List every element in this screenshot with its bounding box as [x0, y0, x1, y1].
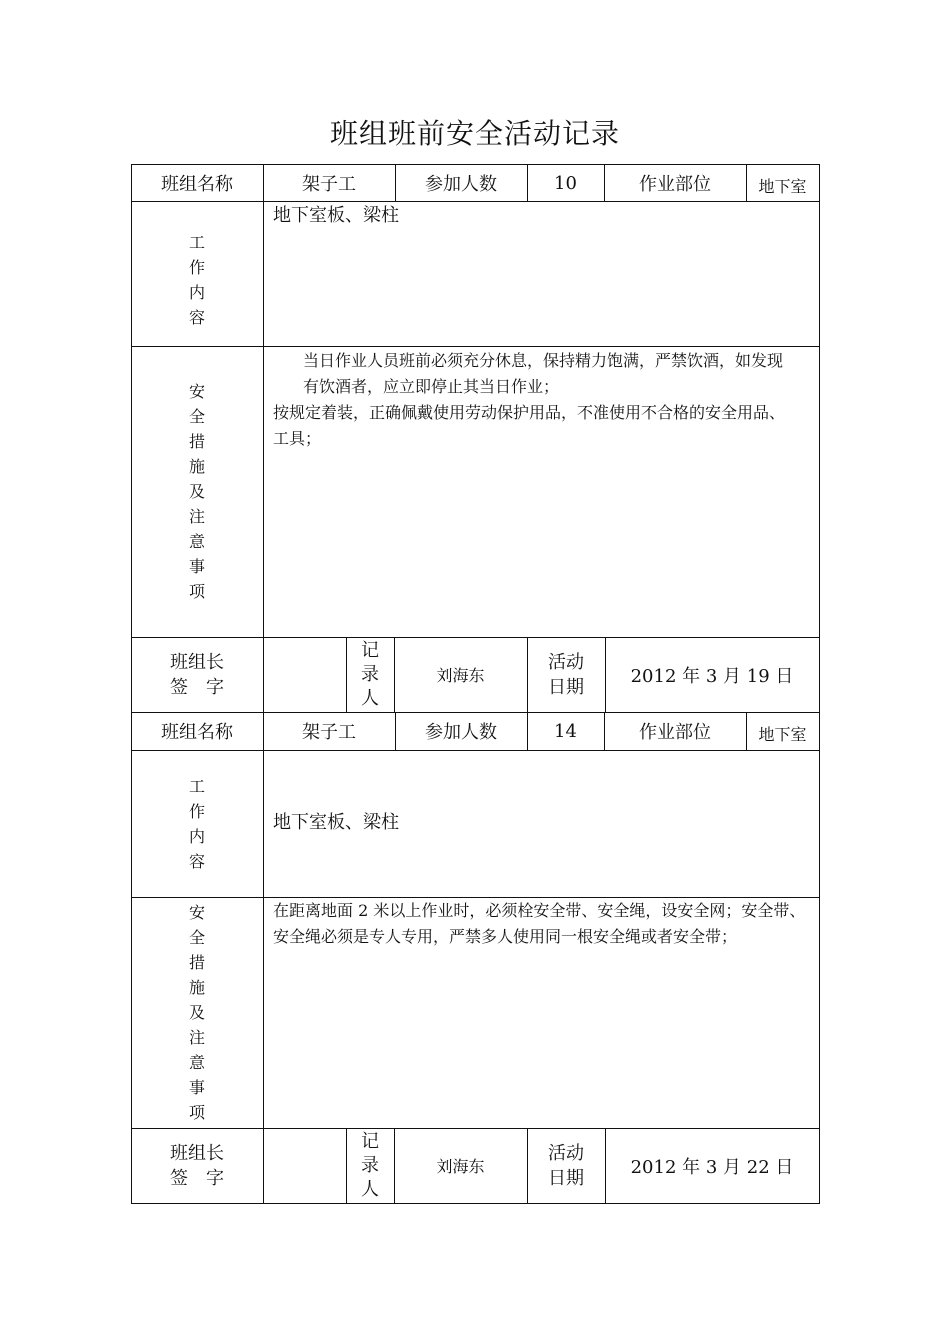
safety-measures-label: 安 全 措 施 及 注 意 事 项 [188, 382, 205, 601]
work-content-label: 工 作 内 容 [188, 776, 205, 871]
page-title: 班组班前安全活动记录 [329, 117, 620, 150]
recorder-value: 刘海东 [436, 666, 485, 685]
recorder-value: 刘海东 [436, 1157, 485, 1176]
work-location-value: 地下室 [758, 724, 807, 744]
activity-date-value: 2012 年 3 月 22 日 [630, 1156, 794, 1178]
participants-label: 参加人数 [425, 174, 497, 195]
leader-sign-label: 班组长 签 字 [170, 651, 224, 698]
activity-date-label: 活动 日期 [548, 651, 584, 698]
work-content-value: 地下室板、梁柱 [273, 205, 399, 226]
safety-measures-text: 在距离地面 2 米以上作业时，必须栓安全带、安全绳，设安全网；安全带、 安全绳必须是专人专用，严禁多人使用同一根安全绳或者安全带； [273, 901, 806, 946]
participants-label: 参加人数 [425, 722, 497, 743]
participants-value: 14 [554, 720, 577, 742]
team-name-value: 架子工 [302, 722, 356, 743]
safety-measures-label: 安 全 措 施 及 注 意 事 项 [188, 903, 205, 1122]
participants-value: 10 [554, 172, 577, 194]
work-content-label: 工 作 内 容 [188, 232, 205, 327]
leader-sign-value [263, 637, 346, 712]
team-name-label: 班组名称 [161, 174, 233, 195]
work-location-label: 作业部位 [639, 722, 711, 743]
work-location-label: 作业部位 [639, 174, 711, 195]
work-location-value: 地下室 [758, 176, 807, 196]
activity-date-value: 2012 年 3 月 19 日 [630, 665, 794, 687]
recorder-label: 记 录 人 [361, 639, 379, 709]
work-content-value: 地下室板、梁柱 [273, 812, 399, 833]
team-name-value: 架子工 [302, 174, 356, 195]
leader-sign-label: 班组长 签 字 [170, 1142, 224, 1189]
activity-date-label: 活动 日期 [548, 1142, 584, 1189]
safety-measures-text: 当日作业人员班前必须充分休息，保持精力饱满，严禁饮酒，如发现 有饮酒者，应立即停止其当日作业； 按规定着装，正确佩戴使用劳动保护用品，不准使用不合格的安全用品、 工具； [273, 351, 786, 448]
leader-sign-value [263, 1128, 346, 1203]
team-name-label: 班组名称 [161, 722, 233, 743]
recorder-label: 记 录 人 [361, 1130, 379, 1200]
